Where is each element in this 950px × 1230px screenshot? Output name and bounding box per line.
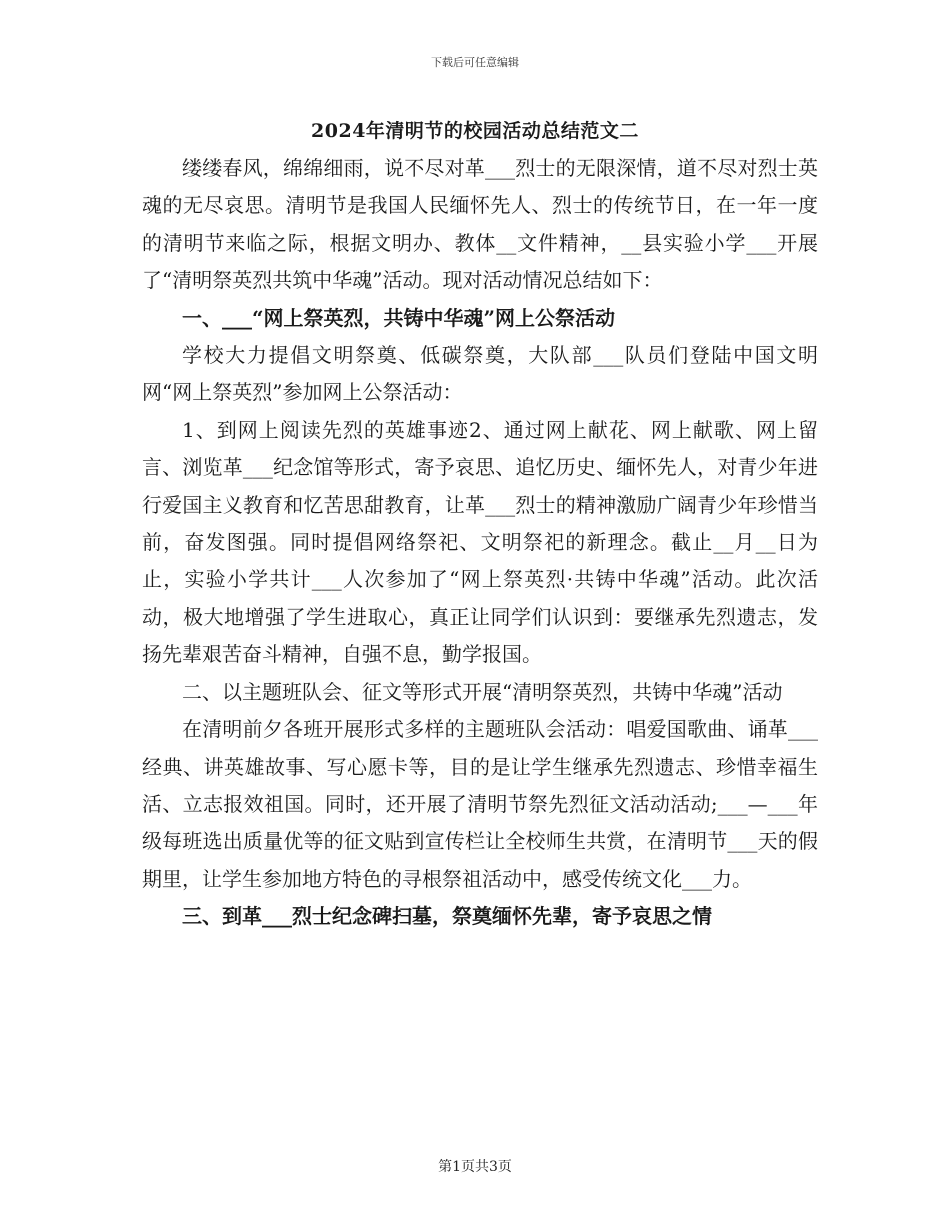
section-heading-2: 二、以主题班队会、征文等形式开展“清明祭英烈，共铸中华魂”活动 [182, 679, 783, 704]
document-title: 2024年清明节的校园活动总结范文二 [311, 120, 639, 142]
section-heading-3: 三、到革___烈士纪念碑扫墓，祭奠缅怀先辈，寄予哀思之情 [182, 904, 712, 929]
page-number: 第1页共3页 [438, 1159, 512, 1175]
document-body [142, 150, 818, 936]
section-1-paragraph: 学校大力提倡文明祭奠、低碳祭奠，大队部___队员们登陆中国文明网“网上祭英烈”参加网上公祭活动： [142, 343, 818, 405]
section-2-paragraph: 在清明前夕各班开展形式多样的主题班队会活动：唱爱国歌曲、诵革___经典、讲英雄故事、写心愿卡等，目的是让学生继承先烈遗志、珍惜幸福生活、立志报效祖国。同时，还开展了清明节祭先烈征文活动活动;___—___年级每班选出质量优等的征文贴到宣传栏让全校师生共赏，在清明节___天的假期里，让学生参加地方特色的寻根祭祖活动中，感受传统文化___力。 [142, 717, 818, 891]
section-1-details: 1、到网上阅读先烈的英雄事迹2、通过网上献花、网上献歌、网上留言、浏览革___纪念馆等形式，寄予哀思、追忆历史、缅怀先人，对青少年进行爱国主义教育和忆苦思甜教育，让革___烈士的精神激励广阔青少年珍惜当前，奋发图强。同时提倡网络祭祀、文明祭祀的新理念。截止__月__日为止，实验小学共计___人次参加了“网上祭英烈·共铸中华魂”活动。此次活动，极大地增强了学生进取心，真正让同学们认识到：要继承先烈遗志，发扬先辈艰苦奋斗精神，自强不息，勤学报国。 [142, 417, 818, 667]
section-heading-1: 一、___“网上祭英烈，共铸中华魂”网上公祭活动 [182, 305, 616, 330]
intro-paragraph: 缕缕春风，绵绵细雨，说不尽对革___烈士的无限深情，道不尽对烈士英魂的无尽哀思。清明节是我国人民缅怀先人、烈士的传统节日，在一年一度的清明节来临之际，根据文明办、教体__文件精神，__县实验小学___开展了“清明祭英烈共筑中华魂”活动。现对活动情况总结如下： [142, 156, 818, 293]
page-header-note: 下载后可任意编辑 [431, 56, 519, 69]
